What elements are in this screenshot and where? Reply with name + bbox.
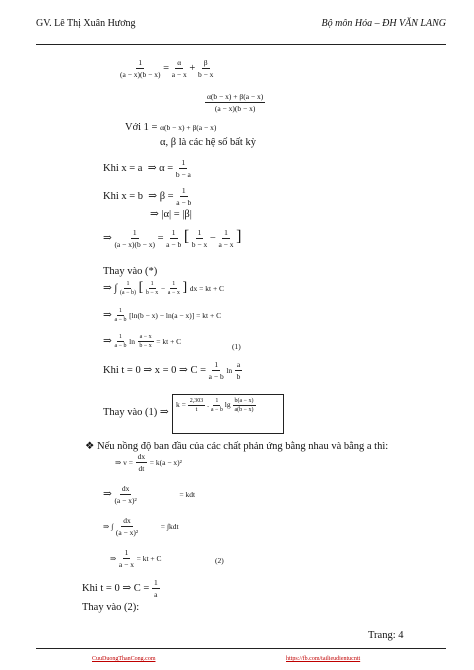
- eq-integrated-second-order: ⇒ $\frac{1}{a - x}$ = kt + C: [110, 548, 162, 569]
- coefficient-note: α, β là các hệ số bất kỳ: [160, 137, 256, 148]
- eq1-tag: (1): [232, 342, 241, 351]
- k-formula: k = $\frac{2,303}{t}$ . $\frac{1}{a - b}$ lg $\frac{b(a - x)}{a(b - x)}$: [176, 398, 254, 413]
- thay-vao-star: Thay vào (*): [103, 266, 158, 277]
- eq-partial-fraction: $\frac{1}{(a - x)(b - x)}$ = $\frac{\alpha}{a - x}$ + $\frac{\beta}{b - x}$: [120, 58, 214, 79]
- header-author: GV. Lê Thị Xuân Hương: [36, 18, 136, 29]
- case-x-equals-b: Khi x = b ⇒ β = $\frac{1}{a - b}$: [103, 186, 192, 207]
- initial-condition-c2: Khi t = 0 ⇒ C = $\frac{1}{a}$: [82, 578, 158, 599]
- eq-ln-difference: ⇒ $\frac{1}{a - b}$ [ln(b − x) − ln(a − x)] = kt + C: [103, 308, 222, 323]
- eq2-tag: (2): [215, 556, 224, 565]
- eq-ln-ratio: ⇒ $\frac{1}{a - b}$ ln $\frac{a - x}{b - x}$ = kt + C: [103, 334, 182, 349]
- initial-condition-c: Khi t = 0 ⇒ x = 0 ⇒ C = $\frac{1}{a - b}$ ln $\frac{a}{b}$: [103, 360, 241, 381]
- eq-decomposition-result: ⇒ $\frac{1}{(a - x)(b - x)}$ = $\frac{1}{a - b}$ [ $\frac{1}{b - x}$ − $\frac{1}{a - x}$ ]: [103, 228, 242, 250]
- thay-vao-2: Thay vào (2):: [82, 602, 140, 613]
- page-number: Trang: 4: [368, 630, 404, 641]
- voi-statement: Với 1 = α(b − x) + β(a − x): [125, 122, 217, 133]
- footer-rule: [36, 648, 446, 649]
- eq-integral-equal: ⇒ ∫ $\frac{dx}{\text{(a − x)²}}$ = ∫kdt: [103, 516, 179, 537]
- eq-integral: ⇒ ∫ $\frac{1}{(a - b)}$ [ $\frac{1}{b - x}$ − $\frac{1}{a - x}$ ] dx = kt + C: [103, 280, 225, 297]
- case-x-equals-a: Khi x = a ⇒ α = $\frac{1}{b - a}$: [103, 158, 191, 179]
- eq-separation: ⇒ $\frac{dx}{\text{(a − x)²}}$ = kdt: [103, 484, 196, 505]
- header-department: Bộ môn Hóa – ĐH VĂN LANG: [321, 18, 446, 29]
- equal-concentration-intro: ❖ Nếu nồng độ ban đầu của các chất phản ứng bằng nhau và bằng a thì:: [85, 441, 389, 452]
- footer-right-link[interactable]: https://fb.com/tailieudientucntt: [286, 656, 361, 662]
- eq-combined-fraction: $\frac{\alpha(b - x) + \beta(a - x)}{(a - x)(b - x)}$: [207, 92, 264, 113]
- header-rule: [36, 44, 446, 45]
- diamond-bullet-icon: ❖: [85, 441, 95, 452]
- abs-equality: ⇒ |α| = |β|: [150, 209, 192, 220]
- footer-left-link[interactable]: CuuDuongThanCong.com: [92, 656, 156, 662]
- thay-vao-1: Thay vào (1) ⇒: [103, 407, 169, 418]
- eq-rate-law: ⇒ v = $\frac{dx}{dt}$ = k(a − x)²: [115, 452, 182, 473]
